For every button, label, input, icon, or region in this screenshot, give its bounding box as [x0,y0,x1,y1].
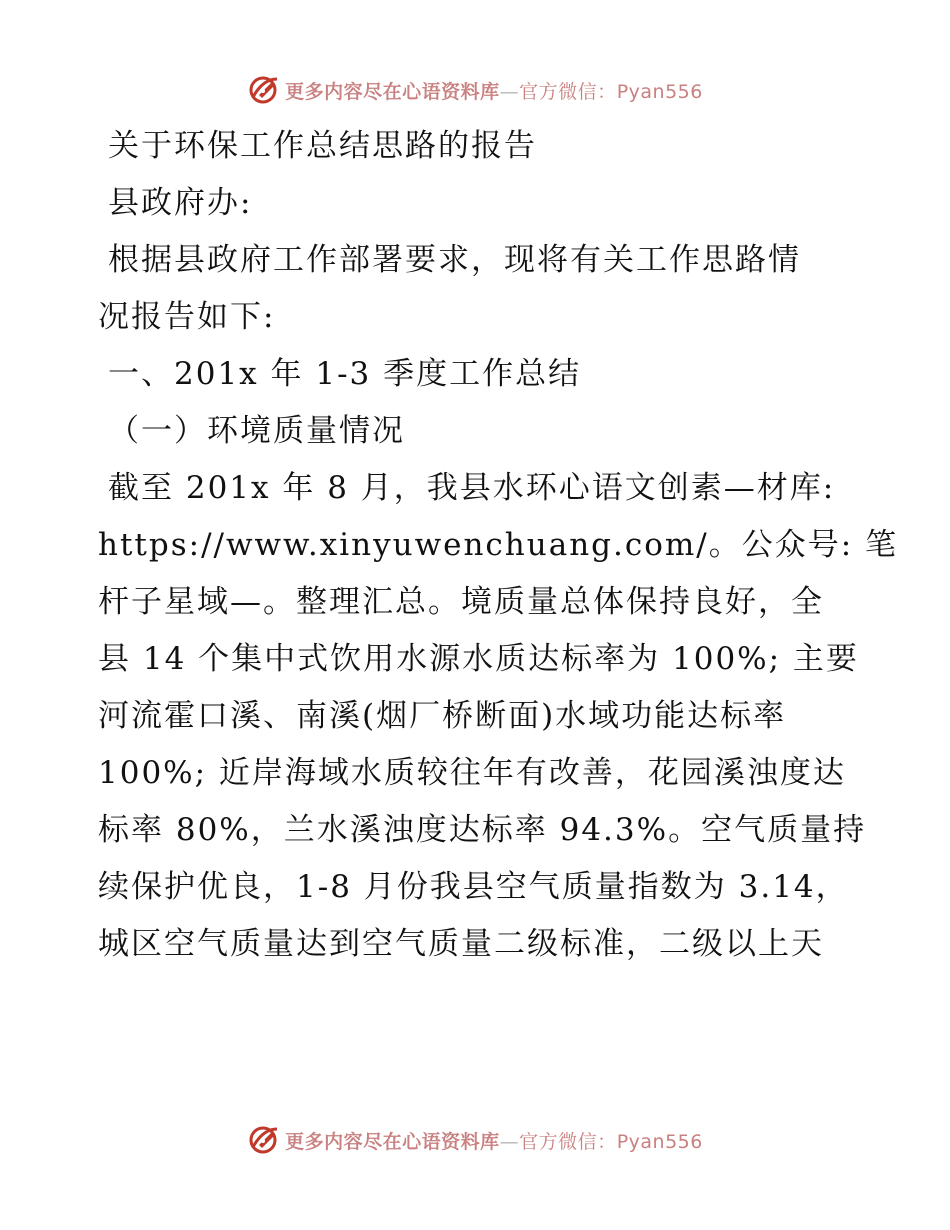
document-addressee: 县政府办: [108,185,253,221]
body-line-7: 标率 80%，兰水溪浊度达标率 94.3%。空气质量持 [98,812,867,848]
banner-text [285,77,703,104]
body-line-1: 截至 201x 年 8 月，我县水环心语文创素—材库: [108,470,836,506]
section-heading-1: 一、201x 年 1-3 季度工作总结 [108,356,582,392]
banner-wechat-id: Pyan556 [616,1130,703,1153]
banner-main-text: 更多内容尽在心语资料库 [285,80,500,103]
pen-swirl-logo-icon [247,73,281,107]
banner-main-text: 更多内容尽在心语资料库 [285,1130,500,1153]
banner-text [285,1127,703,1154]
banner-wechat-label: 官方微信： [519,1130,617,1153]
body-line-9: 城区空气质量达到空气质量二级标准，二级以上天 [98,926,824,962]
banner-separator: — [499,80,520,103]
header-banner [0,70,950,110]
body-line-3: 杆子星域—。整理汇总。境质量总体保持良好，全 [98,584,824,620]
banner-wechat-label: 官方微信： [519,80,617,103]
banner-separator: — [499,1130,520,1153]
banner-wechat-id: Pyan556 [616,80,703,103]
intro-line-2: 况报告如下: [98,299,276,335]
document-body [98,118,899,973]
body-line-4: 县 14 个集中式饮用水源水质达标率为 100%; 主要 [98,641,859,677]
intro-line-1: 根据县政府工作部署要求，现将有关工作思路情 [108,242,801,278]
document-title: 关于环保工作总结思路的报告 [108,128,537,164]
body-line-5: 河流霍口溪、南溪(烟厂桥断面)水域功能达标率 [98,698,787,734]
pen-swirl-logo-icon [247,1123,281,1157]
footer-banner [0,1120,950,1160]
body-line-2: https://www.xinyuwenchuang.com/。公众号: 笔 [98,527,899,563]
body-line-6: 100%; 近岸海域水质较往年有改善，花园溪浊度达 [98,755,846,791]
body-line-8: 续保护优良，1-8 月份我县空气质量指数为 3.14， [98,869,849,905]
subsection-heading-1: （一）环境质量情况 [108,413,405,449]
